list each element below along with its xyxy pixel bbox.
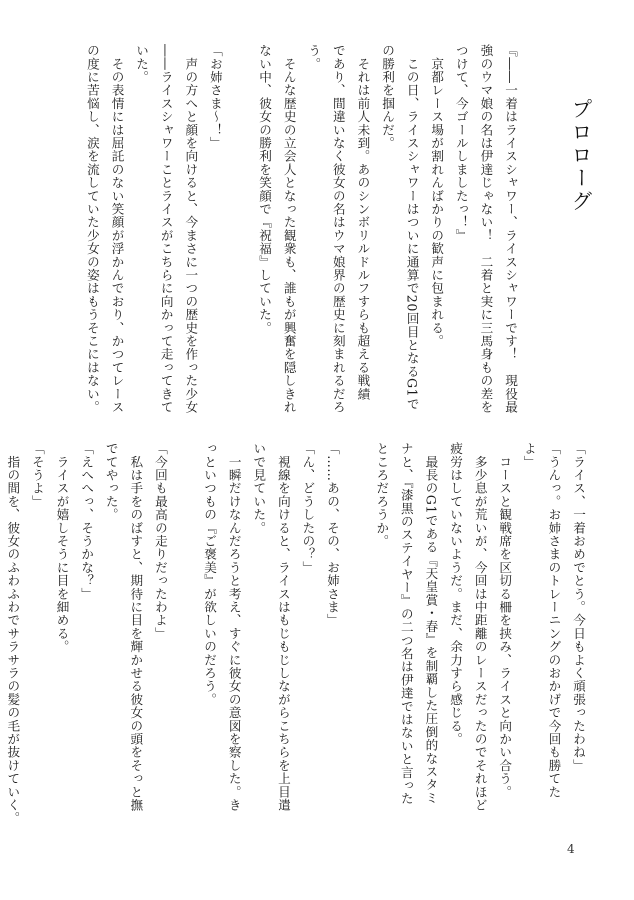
chapter-title: プロローグ [569, 98, 593, 213]
page-number: 4 [567, 842, 575, 856]
lower-text-block: 「ライス、一着おめでとう。今日もよく頑張ったわね」 「うんっ。お姉さまのトレーニングのおかげで今回も勝てた よ」 コースと観戦席を区切る柵を挟み、ライスと向かい合う。 多少息が荒いが、今回は中距離のレースだったのでそれほど 疲労はしていないようだ。まだ、余力すら感じる。 最長のG1である『天皇賞・春』を制覇した圧倒的なスタミ ナと、『漆黒のステイヤー』の二つ名は伊達ではないと言った ところだろうか。 「……あの、その、お姉さま」 「ん、どうしたの？」 視線を向けると、ライスはもじもじしながらこちらを上目遣 いで見ていた。 一瞬だけなんだろうと考え、すぐに彼女の意図を察した。き っといつもの『ご褒美』が欲しいのだろう。 「今回も最高の走りだったわよ」 私は手をのばすと、期待に目を輝かせる彼女の頭をそっと撫 でてやった。 「えへへっ、そうかな？」 ライスが嬉しそうに目を細める。 「そうよ」 指の間を、彼女のふわふわでサラサラの髪の毛が抜けていく。 [5, 442, 586, 825]
upper-text-block: 『――一着はライスシャワー、ライスシャワーです！ 現役最 強のウマ娘の名は伊達じゃない！ 二着と実に三馬身もの差を つけて、今ゴールしましたっ！』 京都レース場が割れんばかりの歓声に包まれる。 この日、ライスシャワーはついに通算で20回目となるG1で の勝利を掴んだ。 それは前人未到。あのシンボリルドルフすらも超える戦績 であり、間違いなく彼女の名はウマ娘界の歴史に刻まれるだろ う。 そんな歴史の立会人となった観衆も、誰もが興奮を隠しきれ ない中、彼女の勝利を笑顔で『祝福』していた。 「お姉さま～！」 声の方へと顔を向けると、今まさに一つの歴史を作った少女 ――ライスシャワーことライスがこちらに向かって走ってきて いた。 その表情には屈託のない笑顔が浮かんでおり、かつてレース の度に苦悩し、涙を流していた少女の姿はもうそこにはない。 [84, 44, 518, 414]
